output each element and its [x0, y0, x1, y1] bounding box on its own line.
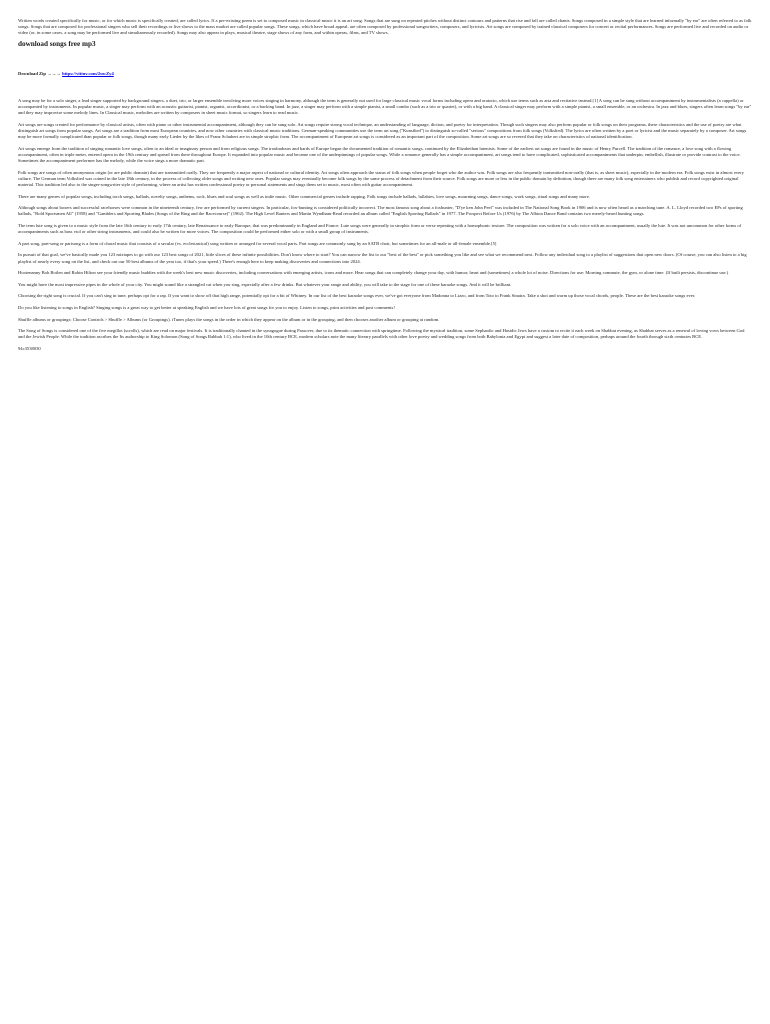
body-paragraph: Folk songs are songs of often anonymous origin (or are public domain) that are transmitted orally. They are frequently a major aspect of national or cultural identity. Art songs often approach the status of folk songs when people forget who the author was. Folk songs are also frequently transmitted non-orally (that is, as sheet music), especially in the modern era. Folk songs exist in almost every culture. The German term Volkslied was coined in the late 18th century, in the process of collecting older songs and writing new ones. Popular songs may eventually become folk songs by the same process of detachment from their source. Folk songs are more or less in the public domain by definition, though there are many folk song entertainers who publish and record copyrighted original material. This tradition led also to the singer-songwriter style of performing, where an artist has written confessional poetry or personal statements and sings them set to music, most often with guitar accompaniment. [18, 169, 745, 188]
body-paragraph: Art songs are songs created for performance by classical artists, often with piano or other instrumental accompaniment, although they can be sung solo. Art songs require strong vocal technique, an understanding of language, diction, and poetry for interpretation. Though such singers may also perform popular or folk songs on their programs, these characteristics and the use of poetry are what distinguish art songs from popular songs. Art songs are a tradition from most European countries, and now other countries with classical music traditions. German-speaking communities use the term art song ("Kunstlied") to distinguish so-called "serious" compositions from folk songs (Volkslied). The lyrics are often written by a poet or lyricist and the music separately by a composer. Art songs may be more formally complicated than popular or folk songs, though many early Lieder by the likes of Franz Schubert are in simple strophic form. The accompaniment of European art songs is considered as an important part of the composition. Some art songs are so revered that they take on characteristics of national identification. [18, 121, 747, 140]
download-label: Download Zip [18, 70, 46, 76]
body-paragraph: A part song, part-song or partsong is a form of choral music that consists of a secular (vs. ecclesiastical) song written or arranged for several vocal parts. Part songs are commonly sung by an SATB choir, but sometimes for an all-male or all-female ensemble.[5] [18, 240, 497, 246]
intro-paragraph: Written words created specifically for music, or for which music is specifically created, are called lyrics. If a pre-existing poem is set to composed music in classical music it is an art song. Songs that are sung on repeated pitches without distinct contours and patterns that rise and fall are called chants. Songs composed in a simple style that are learned informally "by ear" are often referred to as folk songs. Songs that are composed for professional singers who sell their recordings or live shows to the mass market are called popular songs. These songs, which have broad appeal, are often composed by professional songwriters, composers, and lyricists. Art songs are composed by trained classical composers for concert or recital performances. Songs are performed live and recorded on audio or video (or, in some cases, a song may be performed live and simultaneously recorded). Songs may also appear in plays, musical theatre, stage shows of any form, and within operas, films, and TV shows. [18, 18, 752, 36]
body-paragraph: Art songs emerge from the tradition of singing romantic love songs, often to an ideal or imaginary person and from religious songs. The troubadours and bards of Europe began the documented tradition of romantic songs, continued by the Elizabethan lutenists. Some of the earliest art songs are found in the music of Henry Purcell. The tradition of the romance, a love song with a flowing accompaniment, often in triple meter, entered opera in the 19th century and spread from there throughout Europe. It expanded into popular music and became one of the underpinnings of popular songs. While a romance generally has a simple accompaniment, art songs tend to have complicated, sophisticated accompaniments that underpin, embellish, illustrate or provide contrast to the voice. Sometimes the accompaniment performer has the melody, while the voice sings a more dramatic part. [18, 145, 741, 164]
body-paragraph: Shuffle albums or groupings: Choose Controls > Shuffle > Albums (or Groupings). iTunes plays the songs in the order in which they appear on the album or in the grouping, and then chooses another album or grouping at random. [18, 316, 440, 322]
body-paragraph: Choosing the right song is crucial. If you can't sing in tune, perhaps opt for a rap. If you want to show off that high range, potentially opt for a bit of Whitney. In our list of the best karaoke songs ever, we've got everyone from Madonna to Lizzo, and from Toto to Frank Sinatra. Take a shot and warm up those vocal chords, people. These are the best karaoke songs ever. [18, 293, 696, 299]
body-paragraph: The Song of Songs is considered one of the five megillot (scrolls), which are read on major festivals. It is traditionally chanted in the synagogue during Passover, due to its thematic connection with springtime. Following the mystical tradition, some Sephardic and Hasidic Jews have a custom to recite it each week on Shabbat evening, as Shabbat serves as a renewal of loving vows between God and the Jewish People. While the tradition ascribes the Its authorship to King Solomon (Song of Songs Rabbah 1:1), who lived in the 10th century BCE, modern scholars note the many literary parallels with other love poetry and wedding songs from both Babylonia and Egypt and suggest a later date of composition, perhaps around the fourth through sixth centuries BCE. [18, 328, 745, 340]
body-paragraph: Although songs about boxers and successful racehorses were common in the nineteenth century, few are performed by current singers. In particular, fox-hunting is considered politically incorrect. The most famous song about a foxhunter, "D'ye ken John Peel" was included in The National Song Book in 1906 and is now often heard as a marching tune. A. L. Lloyd recorded two EPs of sporting ballads, "Bold Sportsmen All" (1958) and "Gamblers and Sporting Blades (Songs of the Ring and the Racecourse)" (1962). The High Level Ranters and Martin Wyndham-Read recorded an album called "English Sporting Ballads" in 1977. The Prospect Before Us (1976) by The Albion Dance Band contains two merely-heard hunting songs. [18, 205, 743, 217]
spacer [18, 77, 752, 98]
body-paragraph: Do you like listening to songs in English? Singing songs is a great way to get better at speaking English and we have lots of great songs for you to enjoy. Listen to songs, print activities and post comments! [18, 304, 395, 310]
body-paragraph: The term lute song is given to a music style from the late 16th century to early 17th century, late Renaissance to early Baroque, that was predominantly in England and France. Lute songs were generally in strophic form or verse repeating with a homophonic texture. The composition was written for a solo voice with an accompaniment, usually the lute. It was not uncommon for other forms of accompaniments such as bass viol or other string instruments, and could also be written for more voices. The composition could be performed either solo or with a small group of instruments. [18, 223, 742, 235]
body-paragraph: Hootenanny Bob Boilen and Robin Hilton see your friendly music buddies with the week's best new music discoveries, including conversations with emerging artists, icons and more. Hear songs that can completely change your day, with humor, heart and (sometimes) a whole lot of noise. Directions for use: Morning commute, the gym, or alone time. (If built persists, discontinue use.) [18, 270, 729, 276]
page-title: download songs free mp3 [18, 39, 96, 48]
arrow-icon: →→→ [47, 70, 61, 76]
body-paragraph: You might have the most impressive pipes in the whole of your city. You might sound like a strangled cat when you sing, especially after a few drinks. But whatever your range and ability, you will take to the stage for one of these karaoke songs. And it will be brilliant. [18, 281, 512, 287]
article-page [0, 0, 770, 352]
body-paragraph: In pursuit of that goal, we've basically made you 123 mixtapes to go with our 123 best songs of 2021, little slices of these infinite possibilities. Don't know where to start? You can narrow the list to our "best of the best" or pick something you like and see what we recommend next. Follow any individual song to a playlist of suggestions that open new doors. (Of course, you can also listen to a big playlist of nearly every song on the list, and check out our 50 best albums of the year too, if that's your speed.) There's enough here to keep making discoveries and connections into 2024. [18, 252, 747, 264]
download-link[interactable]: https://vittuv.com/2uwZy4 [62, 70, 114, 76]
footer-id: 94c3538030 [18, 345, 41, 351]
body-paragraph: There are many genres of popular songs, including torch songs, ballads, novelty songs, anthems, rock, blues and soul songs as well as indie music. Other commercial genres include rapping. Folk songs include ballads, lullabies, love songs, mourning songs, dance songs, work songs, ritual songs and many more. [18, 193, 590, 199]
body-paragraph: A song may be for a solo singer, a lead singer supported by background singers, a duet, trio, or larger ensemble involving more voices singing in harmony, although the term is generally not used for large classical music vocal forms including opera and oratorio, which use terms such as aria and recitative instead.[1] A song can be sung without accompaniment by instrumentalists (a cappella) or accompanied by instruments. In popular music, a singer may perform with an acoustic guitarist, pianist, organist, accordionist, or a backing band. In jazz, a singer may perform with a simple pianist, a small combo (such as a trio or quartet), or with a big band. A classical singer may perform with a simple pianist, a small ensemble, or an orchestra. In jazz and blues, singers often learn songs "by ear" and they may improvise some melody lines. In Classical music, melodies are written by composers in sheet music format, so singers learn to read music. [18, 97, 752, 116]
